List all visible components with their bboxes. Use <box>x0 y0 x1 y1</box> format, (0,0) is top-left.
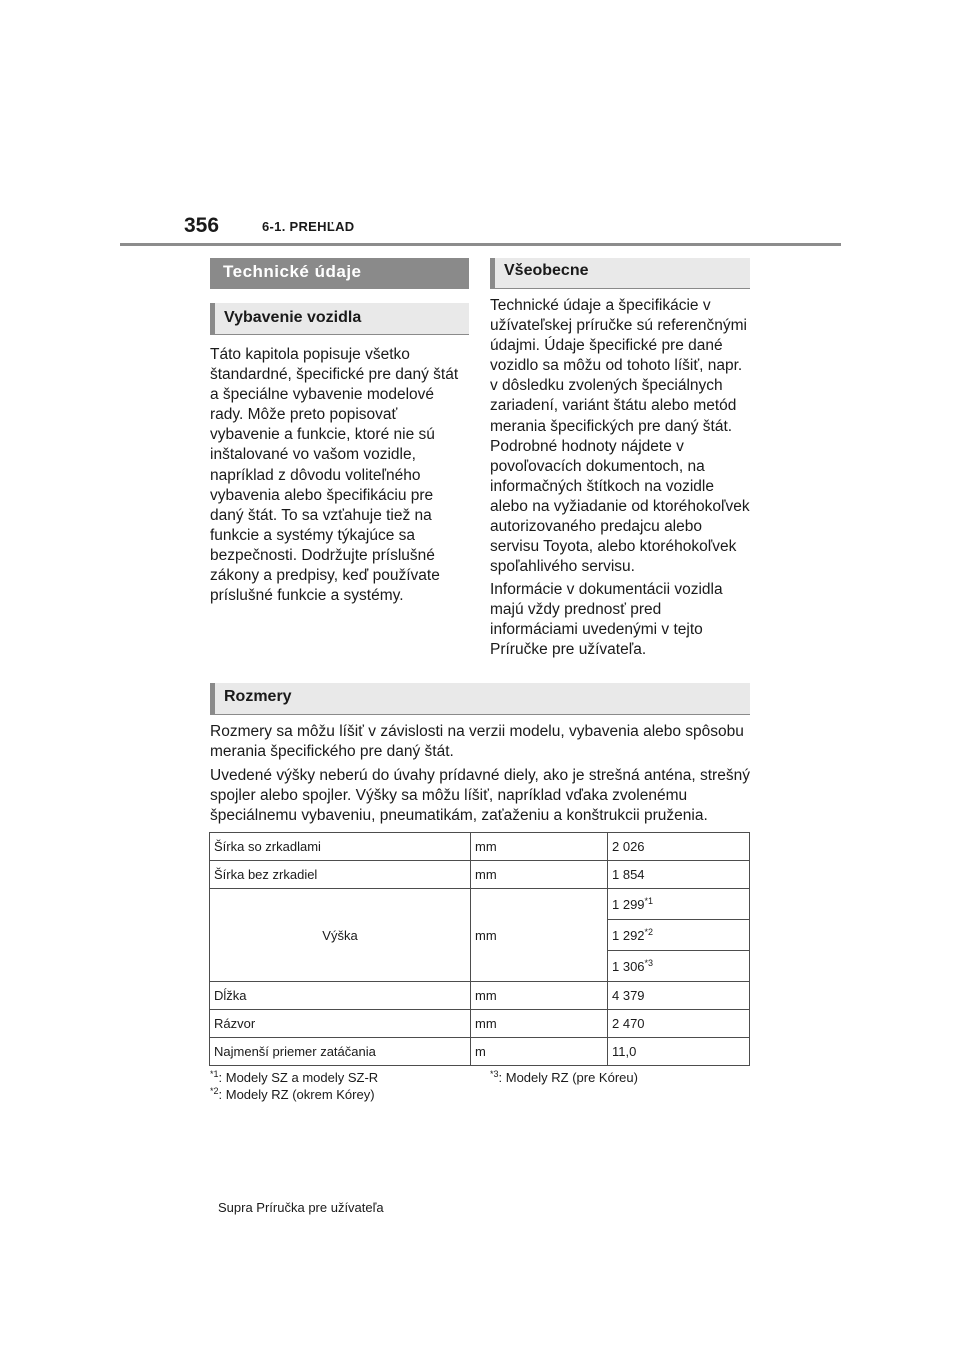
page-number: 356 <box>184 214 220 237</box>
cell-label: Výška <box>210 889 471 982</box>
heading-technical-data <box>210 258 469 289</box>
cell-value: 11,0 <box>608 1038 750 1066</box>
equipment-paragraph: Táto kapitola popisuje všetko štandardné, špecifické pre daný štát a špeciálne vybavenie modelové rady. Môže preto popisovať vybavenie a funkcie, ktoré nie sú inštalované vo vašom vozidle, napríklad z dôvodu voliteľného vybavenia alebo špecifikáciu pre daný štát. To sa vzťahuje tiež na funkcie a systémy týkajúce sa bezpečnosti. Dodržujte príslušné zákony a predpisy, keď používate príslušné funkcie a systémy. <box>210 346 459 605</box>
footnote-ref: *3 <box>644 957 654 968</box>
cell-unit: mm <box>471 1010 608 1038</box>
cell-unit: m <box>471 1038 608 1066</box>
table-row <box>210 1038 750 1066</box>
general-paragraph-2: Informácie v dokumentácii vozidla majú vždy prednosť pred informáciami uvedenými v tejto Príručke pre užívateľa. <box>490 581 723 659</box>
cell-value <box>608 920 750 951</box>
table-row <box>210 982 750 1010</box>
table-row <box>210 833 750 861</box>
cell-unit: mm <box>471 833 608 861</box>
cell-value <box>608 951 750 982</box>
footer-text: Supra Príručka pre užívateľa <box>218 1200 384 1215</box>
heading-technical-data-text: Technické údaje <box>223 262 362 281</box>
footnote-mark: *1 <box>210 1069 219 1079</box>
height-value-2: 1 292 <box>612 927 645 943</box>
footnote-mark: *2 <box>210 1086 219 1096</box>
cell-unit: mm <box>471 861 608 889</box>
footnote-3 <box>490 1070 638 1086</box>
footnote-2 <box>210 1087 375 1103</box>
heading-dimensions-text: Rozmery <box>224 688 292 705</box>
subheading-vehicle-equipment <box>210 303 469 335</box>
footnote-mark: *3 <box>490 1069 499 1079</box>
footnote-ref: *1 <box>644 895 654 906</box>
footnote-text: : Modely SZ a modely SZ-R <box>218 1070 379 1085</box>
heading-general <box>490 258 750 289</box>
table-row <box>210 861 750 889</box>
height-value-1: 1 299 <box>612 896 645 912</box>
heading-general-text: Všeobecne <box>504 262 589 279</box>
cell-label: Rázvor <box>210 1010 471 1038</box>
cell-label: Najmenší priemer zatáčania <box>210 1038 471 1066</box>
dimensions-table <box>209 832 750 1066</box>
subheading-vehicle-equipment-text: Vybavenie vozidla <box>224 309 362 326</box>
footnote-text: : Modely RZ (okrem Kórey) <box>218 1087 375 1102</box>
cell-value: 2 470 <box>608 1010 750 1038</box>
cell-label: Šírka bez zrkadiel <box>210 861 471 889</box>
cell-value: 4 379 <box>608 982 750 1010</box>
cell-value: 1 854 <box>608 861 750 889</box>
heading-dimensions <box>210 683 750 715</box>
dimensions-paragraph-2: Uvedené výšky neberú do úvahy prídavné diely, ako je strešná anténa, strešný spojler alebo spojler. Výšky sa môžu líšiť, napríklad vďaka zvolenému špeciálnemu vybaveniu, pneumatikám, zaťaženiu a konštrukcii pruženia. <box>210 767 750 825</box>
cell-unit: mm <box>471 982 608 1010</box>
cell-value <box>608 889 750 920</box>
header-rule <box>120 243 841 246</box>
general-paragraph-1: Technické údaje a špecifikácie v užívateľskej príručke sú referenčnými údajmi. Údaje špecifické pre dané vozidlo sa môžu od tohoto líšiť, napr. v dôsledku zvolených špeciálnych zariadení, variánt štátu alebo metód merania špecifických pre daný štát. Podrobné hodnoty nájdete v povoľovacích dokumentoch, na informačných štítkoch na vozidle alebo na vyžiadanie od ktoréhokoľvek autorizovaného predajcu alebo servisu Toyota, alebo ktoréhokoľvek spoľahlivého servisu. <box>490 297 750 576</box>
dimensions-paragraph-1: Rozmery sa môžu líšiť v závislosti na verzii modelu, vybavenia alebo spôsobu merania špecifického pre daný štát. <box>210 723 744 761</box>
cell-unit: mm <box>471 889 608 982</box>
section-title: 6-1. PREHĽAD <box>262 219 355 234</box>
footnote-1 <box>210 1070 378 1086</box>
height-value-3: 1 306 <box>612 958 645 974</box>
table-row <box>210 1010 750 1038</box>
table-row <box>210 889 750 920</box>
cell-value: 2 026 <box>608 833 750 861</box>
footnote-text: : Modely RZ (pre Kóreu) <box>498 1070 638 1085</box>
cell-label: Šírka so zrkadlami <box>210 833 471 861</box>
cell-label: Dĺžka <box>210 982 471 1010</box>
footnote-ref: *2 <box>644 926 654 937</box>
